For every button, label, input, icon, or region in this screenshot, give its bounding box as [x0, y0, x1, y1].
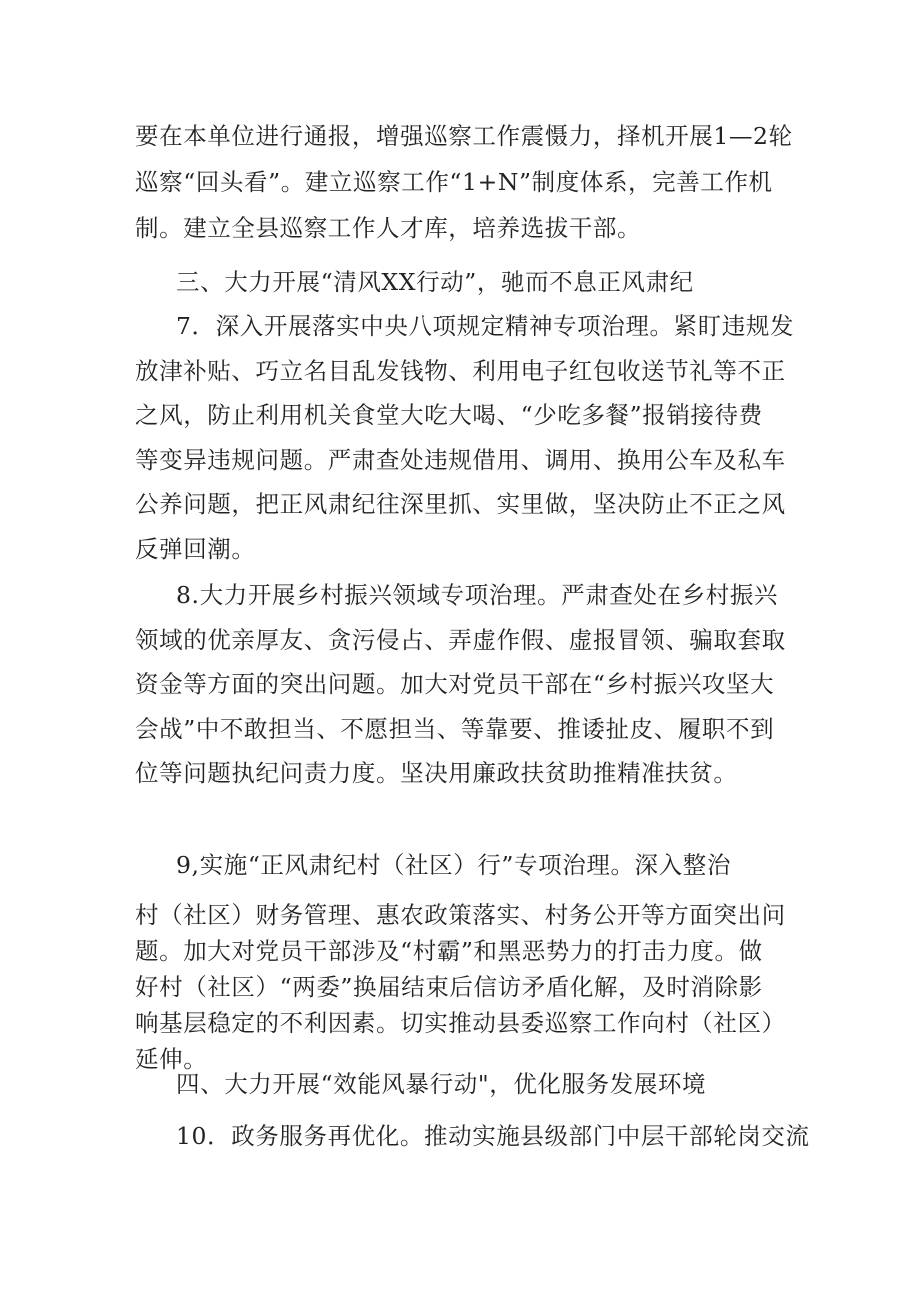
text-line: 公养问题，把正风肃纪往深里抓、实里做，坚决防止不正之风 [135, 490, 786, 518]
section-heading-3: 三、大力开展“清风XX行动”，驰而不息正风肃纪 [176, 268, 694, 296]
text-line: 等变异违规问题。严肃查处违规借用、调用、换用公车及私车 [135, 445, 786, 474]
text-line: 好村（社区）“两委”换届结束后信访矛盾化解，及时消除影 [135, 973, 763, 1001]
text-line: 位等问题执纪问责力度。坚决用廉政扶贫助推精准扶贫。 [135, 759, 738, 787]
text-line: 10．政务服务再优化。推动实施县级部门中层干部轮岗交流 [176, 1122, 810, 1150]
text-line: 资金等方面的突出问题。加大对党员干部在“乡村振兴攻坚大 [135, 670, 775, 698]
text-line: 要在本单位进行通报，增强巡察工作震慑力，择机开展1—2轮 [135, 122, 793, 150]
paragraph-item-7 [135, 304, 795, 571]
paragraph-continuation [135, 113, 793, 251]
text-line: 7．深入开展落实中央八项规定精神专项治理。紧盯违规发 [176, 312, 795, 340]
text-line: 延伸。 [135, 1045, 208, 1073]
paragraph-item-9-heading: 9,实施“正风肃纪村（社区）行”专项治理。深入整治 [176, 851, 731, 879]
text-line: 会战”中不敢担当、不愿担当、等靠要、推诿扯皮、履职不到 [135, 714, 775, 743]
text-line: 题。加大对党员干部涉及“村霸”和黑恶势力的打击力度。做 [135, 937, 763, 965]
paragraph-item-10 [135, 1114, 810, 1158]
paragraph-item-9 [135, 897, 785, 1077]
text-line: 领域的优亲厚友、贪污侵占、弄虚作假、虚报冒领、骗取套取 [135, 625, 786, 654]
text-line: 反弹回潮。 [135, 534, 256, 563]
text-line: 响基层稳定的不利因素。切实推动县委巡察工作向村（社区） [135, 1009, 786, 1037]
paragraph-item-8 [135, 573, 785, 796]
text-line: 制。建立全县巡察工作人才库，培养选拔干部。 [135, 214, 642, 242]
text-line: 放津补贴、巧立名目乱发钱物、利用电子红包收送节礼等不正 [135, 356, 786, 385]
text-line: 巡察“回头看”。建立巡察工作“1+N”制度体系，完善工作机 [135, 168, 773, 196]
text-line: 之风，防止利用机关食堂大吃大喝、“少吃多餐”报销接待费 [135, 401, 763, 429]
text-line: 8.大力开展乡村振兴领域专项治理。严肃查处在乡村振兴 [176, 581, 779, 609]
section-heading-4: 四、大力开展“效能风暴行动"，优化服务发展环境 [176, 1070, 707, 1098]
text-line: 村（社区）财务管理、惠农政策落实、村务公开等方面突出问 [135, 901, 786, 929]
